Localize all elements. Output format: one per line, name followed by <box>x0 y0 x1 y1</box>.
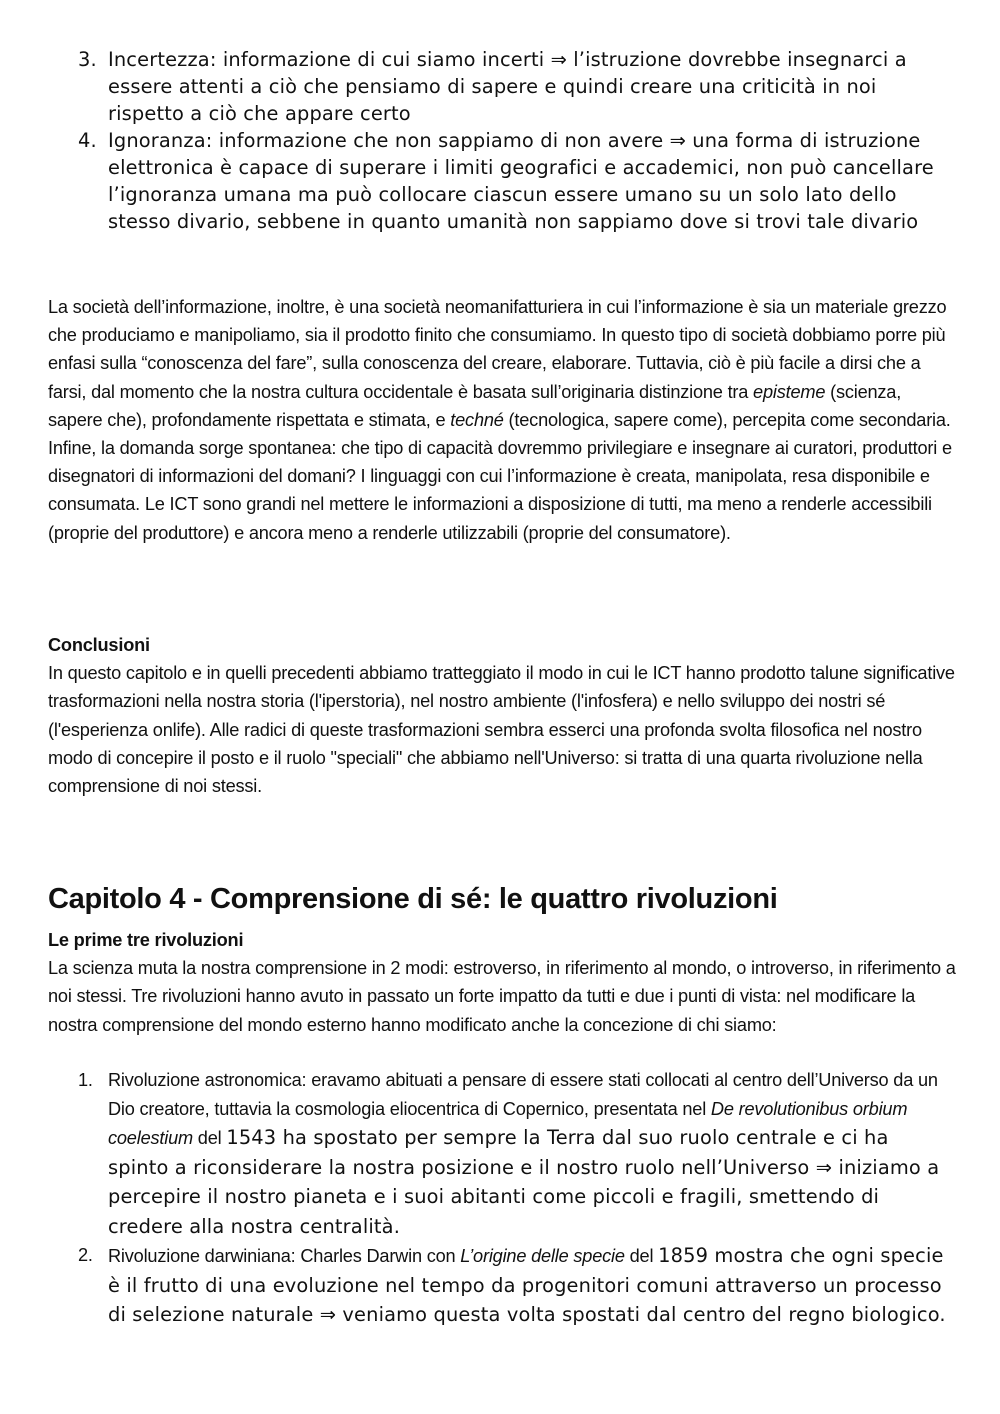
chapter-title: Capitolo 4 - Comprensione di sé: le quattro rivoluzioni <box>48 883 778 915</box>
list-item-text: Incertezza: informazione di cui siamo incerti ⇒ l’istruzione dovrebbe insegnarci a essere attenti a ciò che pensiamo di sapere e quindi creare una criticità in noi rispetto a ciò che appare certo <box>108 48 907 125</box>
list-item <box>0 1067 1000 1242</box>
revolutions-list <box>0 1067 1000 1331</box>
chapter-intro-section <box>48 926 958 1039</box>
paragraph-text: (tecnologica, sapere come), percepita come secondaria. <box>503 409 951 430</box>
paragraph-text: (scienza, sapere che), profondamente rispettata e stimata, e <box>48 381 902 430</box>
list-item-text: del <box>624 1246 659 1266</box>
italic-term: techné <box>450 409 504 430</box>
list-item-text: del <box>192 1128 227 1148</box>
society-section <box>48 293 958 547</box>
italic-title: L’origine delle specie <box>460 1246 625 1266</box>
list-item <box>0 46 1000 127</box>
list-item-text: Rivoluzione astronomica: eravamo abituati a pensare di essere stati collocati al centro dell’Universo da un Dio creatore, tuttavia la cosmologia eliocentrica di Copernico, presentata nel <box>108 1070 938 1119</box>
conclusions-text: In questo capitolo e in quelli precedenti abbiamo tratteggiato il modo in cui le ICT hanno prodotto talune significative trasformazioni nella nostra storia (l'iperstoria), nel nostro ambiente (l'infosfera) e nello sviluppo dei nostri sé (l'esperienza onlife). Alle radici di queste trasformazioni sembra esserci una profonda svolta filosofica nel nostro modo di concepire il posto e il ruolo "speciali" che abbiamo nell'Universo: si tratta di una quarta rivoluzione nella comprensione di noi stessi. <box>48 663 955 797</box>
society-paragraph-1 <box>48 293 958 434</box>
list-item-text: Rivoluzione darwiniana: Charles Darwin con <box>108 1246 461 1266</box>
chapter-intro: La scienza muta la nostra comprensione in 2 modi: estroverso, in riferimento al mondo, o introverso, in riferimento a noi stessi. Tre rivoluzioni hanno avuto in passato un forte impatto da tutti e due i punti di vista: nel modificare la nostra comprensione del mondo esterno hanno modificato anche la concezione di chi siamo: <box>48 958 956 1035</box>
conclusions-section <box>48 631 958 800</box>
list-item-text: 1859 mostra che ogni specie è il frutto di una evoluzione nel tempo da progenitori comuni attraverso un processo di selezione naturale ⇒ veniamo questa volta spostati dal centro del regno biologico. <box>108 1244 946 1326</box>
list-item-text: 1543 ha spostato per sempre la Terra dal suo ruolo centrale e ci ha spinto a riconsiderare la nostra posizione e il nostro ruolo nell’Universo ⇒ iniziamo a percepire il nostro pianeta e i suoi abitanti come piccoli e fragili, smettendo di credere alla nostra centralità. <box>108 1126 940 1238</box>
conclusions-title: Conclusioni <box>48 635 150 655</box>
list-number: 2. <box>78 1245 93 1265</box>
list-item <box>0 1242 1000 1331</box>
society-paragraph-2: Infine, la domanda sorge spontanea: che tipo di capacità dovremmo privilegiare e insegnare ai curatori, produttori e disegnatori di informazioni del domani? I linguaggi con cui l’informazione è creata, manipolata, resa disponibile e consumata. Le ICT sono grandi nel mettere le informazioni a disposizione di tutti, ma meno a renderle accessibili (proprie del produttore) e ancora meno a renderle utilizzabili (proprie del consumatore). <box>48 438 952 543</box>
italic-term: episteme <box>753 381 826 402</box>
chapter-subtitle: Le prime tre rivoluzioni <box>48 930 244 950</box>
list-number: 4. <box>78 129 97 152</box>
list-item-text: Ignoranza: informazione che non sappiamo di non avere ⇒ una forma di istruzione elettronica è capace di superare i limiti geografici e accademici, non può cancellare l’ignoranza umana ma può collocare ciascun essere umano su un solo lato dello stesso divario, sebbene in quanto umanità non sappiamo dove si trovi tale divario <box>108 129 934 233</box>
list-number: 1. <box>78 1070 93 1090</box>
list-item <box>0 127 1000 235</box>
paragraph-text: La società dell’informazione, inoltre, è una società neomanifatturiera in cui l’informazione è sia un materiale grezzo che produciamo e manipoliamo, sia il prodotto finito che consumiamo. In questo tipo di società dobbiamo porre più enfasi sulla “conoscenza del fare”, sulla conoscenza del creare, elaborare. Tuttavia, ciò è più facile a dirsi che a farsi, dal momento che la nostra cultura occidentale è basata sull’originaria distinzione tra <box>48 297 947 402</box>
list-number: 3. <box>78 48 97 71</box>
top-numbered-list <box>0 46 1000 235</box>
italic-title: De revolutionibus orbium coelestium <box>108 1098 908 1148</box>
